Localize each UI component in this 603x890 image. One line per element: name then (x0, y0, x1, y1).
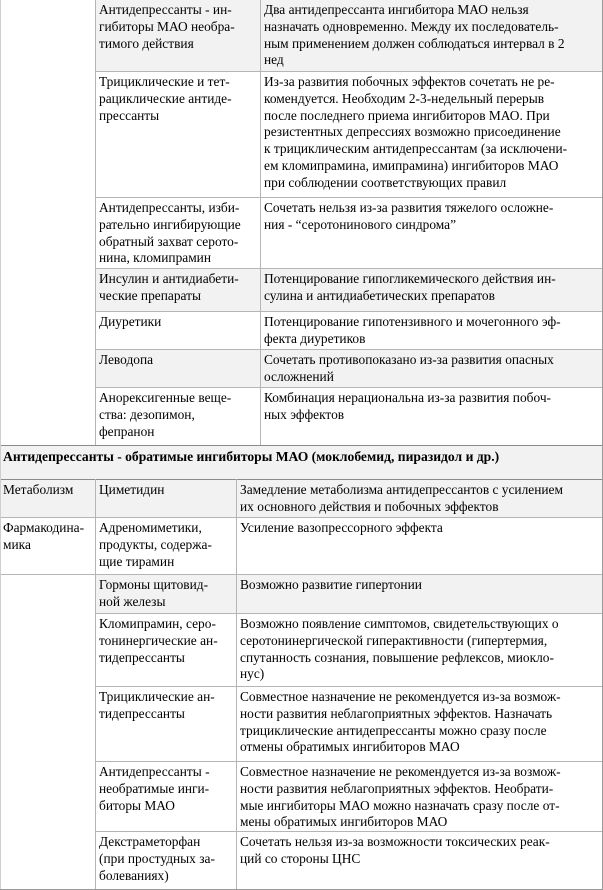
drug-name: Инсулин и антидиабети- ческие препараты (99, 271, 239, 303)
drug-name: Трициклические и тет- рациклические антиде- прессанты (99, 74, 232, 123)
effect-text: Потенцирование гипогликемического действия ин- сулина и антидиабетических препаратов (264, 271, 556, 303)
effect-text: Возможно появление симптомов, свидетельствующих о серотонинергической гиперактивности (гипертермия, спутанность сознания, повышение рефлексов, миокло- нус) (240, 616, 559, 682)
drug-name: Антидепрессанты, изби- рательно ингибирующие обратный захват серото- нина, кломипрамин (99, 200, 241, 266)
section-header-title: Антидепрессанты - обратимые ингибиторы МАО (моклобемид, пиразидол и др.) (3, 449, 500, 464)
effect-text: Сочетать противопоказано из-за развития опасных осложнений (264, 352, 554, 384)
effect-text: Комбинация нерациональна из-за развития побоч- ных эффектов (264, 390, 552, 422)
effect-text: Из-за развития побочных эффектов сочетать не ре- комендуется. Необходим 2-3-недельный перерыв после последнего приема ингибиторов МАО. При резистентных депрессиях возможно присоединение к трициклическим антидепрессантам (за исключени- ем кломипрамина, имипрамина) ингибиторов МАО при соблюдении соответствующих правил (264, 74, 568, 190)
drug-name: Анорексигенные веще- ства: дезопимон, фепранон (99, 390, 232, 439)
effect-text: Сочетать нельзя из-за развития тяжелого осложне- ния - “серотонинового синдрома” (264, 200, 554, 232)
drug-name: Диуретики (99, 314, 162, 329)
effect-text: Совместное назначение не рекомендуется из-за возмож- ности развития неблагоприятных эффектов. Назначать трициклические антидепрессанты можно сразу после отмены обратимых ингибиторов МАО (240, 689, 561, 755)
effect-text: Потенцирование гипотензивного и мочегонного эф- фекта диуретиков (264, 314, 561, 346)
effect-text: Усиление вазопрессорного эффекта (240, 520, 443, 535)
effect-text: Сочетать нельзя из-за возможности токсических реак- ций со стороны ЦНС (240, 834, 550, 866)
drug-name: Циметидин (99, 482, 165, 497)
drug-name: Кломипрамин, серо- тонинергические ан- тидепрессанты (99, 616, 218, 665)
interaction-type: Фармакодина- мика (3, 520, 85, 552)
drug-name: Антидепрессанты - ин- гибиторы МАО необра- тимого действия (99, 2, 235, 51)
effect-text: Замедление метаболизма антидепрессантов с усилением их основного действия и побочных эффектов (240, 482, 563, 514)
effect-text: Совместное назначение не рекомендуется из-за возмож- ности развития неблагоприятных эффектов. Необрати- мые ингибиторы МАО можно назначать сразу после от- мены обратимых ингибиторов МАО (240, 764, 561, 830)
drug-name: Адреномиметики, продукты, содержа- щие тирамин (99, 520, 212, 569)
effect-text: Возможно развитие гипертонии (240, 577, 422, 592)
drug-name: Антидепрессанты - необратимые инги- биторы МАО (99, 764, 210, 813)
drug-name: Трициклические ан- тидепрессанты (99, 689, 215, 721)
drug-name: Леводопа (99, 352, 154, 367)
drug-name: Гормоны щитовид- ной железы (99, 577, 209, 609)
effect-text: Два антидепрессанта ингибитора МАО нельзя назначать одновременно. Между их последователь- ным применением должен соблюдаться интервал в 2 нед (264, 2, 565, 68)
interaction-type: Метаболизм (3, 482, 74, 497)
drug-name: Декстраметорфан (при простудных за- болеваниях) (99, 834, 215, 883)
